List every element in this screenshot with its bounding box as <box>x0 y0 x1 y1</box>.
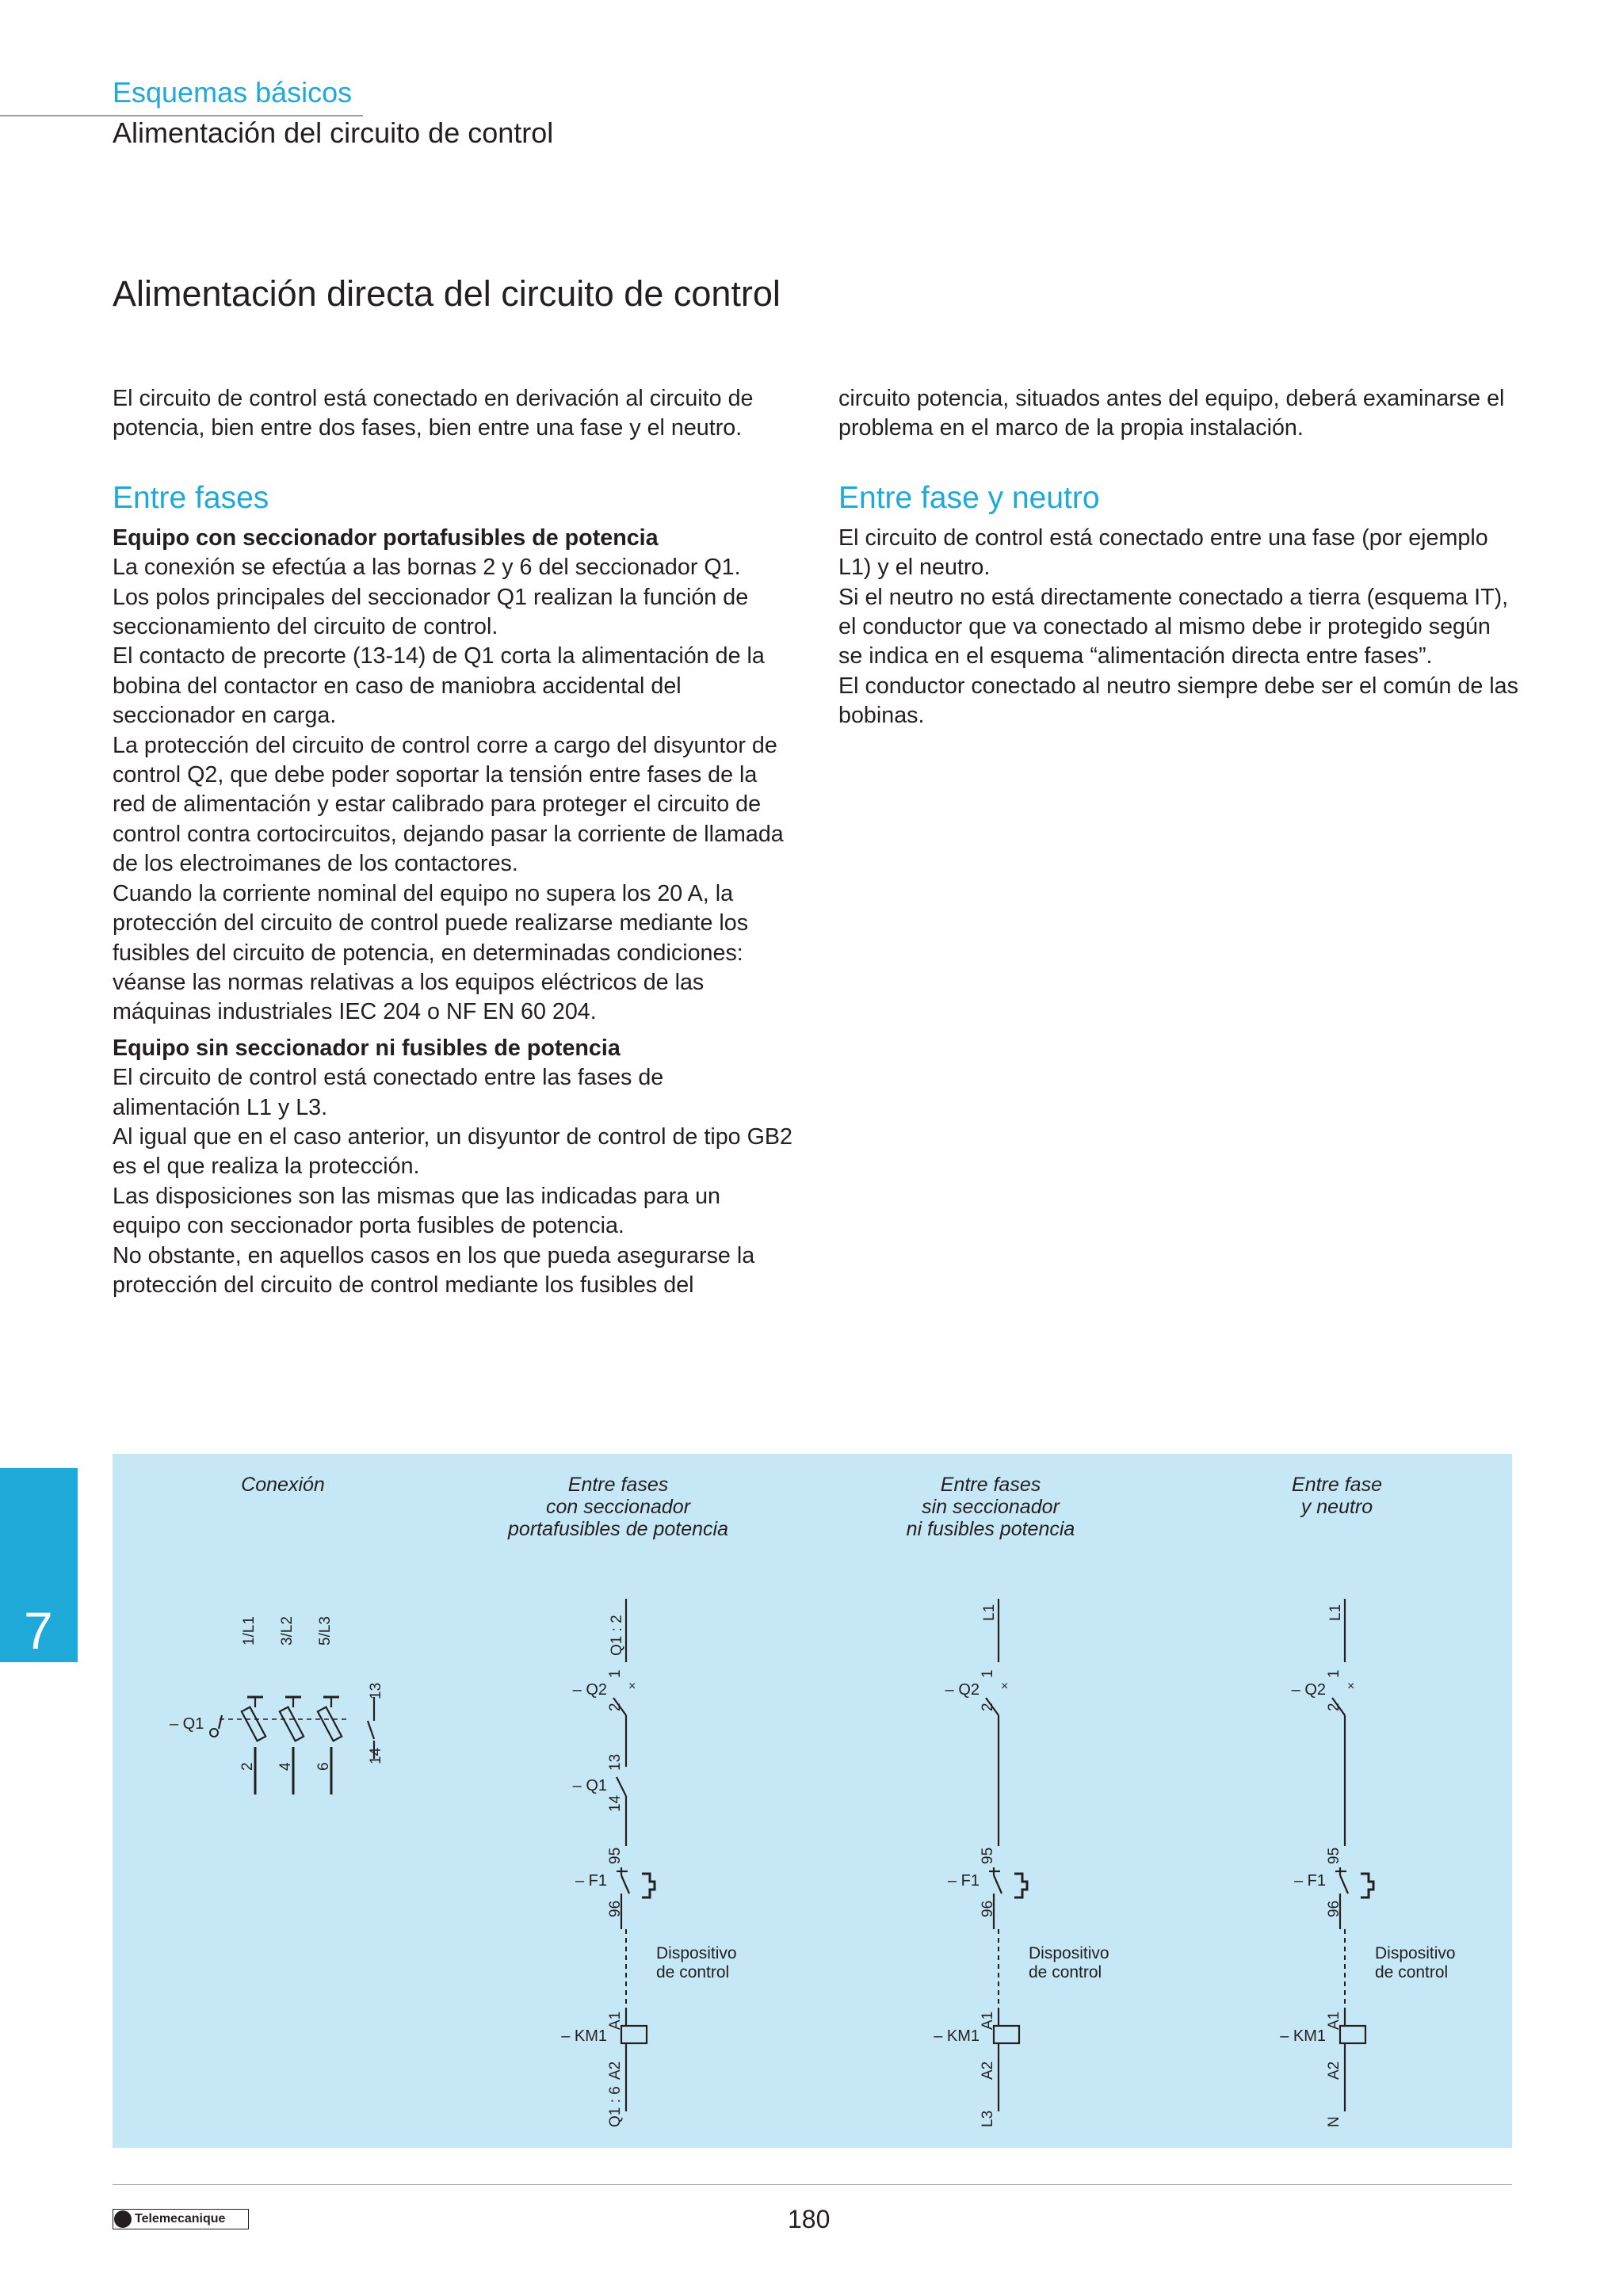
subheading-con-seccionador: Equipo con seccionador portafusibles de potencia <box>113 524 659 551</box>
paragraph: El circuito de control está conectado entre una fase (por ejemplo L1) y el neutro. <box>838 524 1488 581</box>
paragraph: El conductor conectado al neutro siempre debe ser el común de las bobinas. <box>838 673 1518 729</box>
thermal-relay-symbol <box>1014 1874 1027 1897</box>
heading-entre-fase-y-neutro: Entre fase y neutro <box>838 480 1100 515</box>
q2-trip-mark: × <box>628 1680 636 1693</box>
brand-name: Telemecanique <box>135 2212 226 2225</box>
left-column <box>113 384 794 1300</box>
caption-line: Entre fases <box>940 1474 1041 1496</box>
pole-top-label: 3/L2 <box>279 1616 296 1646</box>
f1-label: – F1 <box>1293 1872 1326 1890</box>
caption-line: Conexión <box>241 1474 325 1496</box>
km1-coil <box>621 2026 647 2043</box>
q2-terminal-2: 2 <box>607 1703 624 1711</box>
coil-terminal-a2: A2 <box>980 2061 996 2080</box>
paragraph: El circuito de control está conectado entre las fases de alimentación L1 y L3. <box>113 1065 664 1120</box>
fuse <box>318 1707 342 1741</box>
paragraph: La conexión se efectúa a las bornas 2 y 6 del seccionador Q1. <box>113 555 741 581</box>
q1-terminal-13: 13 <box>607 1753 624 1771</box>
q1-terminal-14: 14 <box>607 1794 624 1812</box>
f1-terminal-95: 95 <box>980 1847 996 1864</box>
control-device-label-1: Dispositivo <box>656 1944 737 1962</box>
actuator-circle <box>210 1729 218 1737</box>
thermal-relay-symbol <box>642 1874 655 1897</box>
km1-label: – KM1 <box>1280 2027 1326 2045</box>
caption-line: ni fusibles potencia <box>906 1518 1075 1540</box>
f1-terminal-95: 95 <box>607 1847 624 1864</box>
q2-terminal-2: 2 <box>1326 1703 1342 1711</box>
wiring-diagram-panel <box>113 1454 1512 2148</box>
coil-terminal-a1: A1 <box>1326 2011 1342 2030</box>
fuse <box>280 1707 304 1741</box>
caption-line: Entre fases <box>567 1474 669 1496</box>
paragraph: Los polos principales del seccionador Q1 realizan la función de seccionamiento del circuito de control. <box>113 584 749 640</box>
column-bottom-label: L3 <box>980 2110 996 2127</box>
q1-aux-label: – Q1 <box>572 1777 607 1794</box>
paragraph-continued: circuito potencia, situados antes del equipo, deberá examinarse el problema en el marco de la propia instalación. <box>838 386 1505 441</box>
column-bottom-label: Q1 : 6 <box>607 2086 624 2127</box>
page-title: Alimentación directa del circuito de control <box>113 273 781 314</box>
page-number: 180 <box>788 2205 831 2233</box>
pole-bottom-label: 2 <box>239 1762 256 1771</box>
control-device-label-1: Dispositivo <box>1029 1944 1109 1962</box>
paragraph: No obstante, en aquellos casos en los que pueda asegurarse la protección del circuito de control mediante los fusibles del <box>113 1242 755 1298</box>
aux-contact <box>368 1721 374 1739</box>
q2-trip-mark: × <box>1001 1680 1009 1693</box>
km1-label: – KM1 <box>934 2027 980 2045</box>
q2-terminal-2: 2 <box>980 1703 996 1711</box>
caption-line: con seccionador <box>545 1496 691 1518</box>
aux-bottom-label: 14 <box>368 1747 384 1764</box>
km1-coil <box>1340 2026 1365 2043</box>
control-column <box>1280 1599 1455 2127</box>
km1-label: – KM1 <box>561 2027 607 2045</box>
control-device-label-2: de control <box>1029 1963 1102 1981</box>
column-top-label: L1 <box>1327 1604 1344 1621</box>
q2-label: – Q2 <box>1291 1681 1326 1699</box>
subheading-sin-seccionador: Equipo sin seccionador ni fusibles de potencia <box>113 1035 621 1061</box>
q2-terminal-1: 1 <box>607 1669 624 1678</box>
coil-terminal-a1: A1 <box>980 2011 996 2030</box>
column-top-label: L1 <box>981 1604 998 1621</box>
section-title: Esquemas básicos <box>113 76 353 109</box>
f1-label: – F1 <box>575 1872 607 1890</box>
caption-line: Entre fase <box>1292 1474 1382 1496</box>
actuator-stem <box>219 1715 222 1729</box>
f1-contact <box>621 1875 629 1894</box>
wiring-diagram <box>113 1454 1512 2148</box>
f1-terminal-96: 96 <box>980 1900 996 1917</box>
q2-terminal-1: 1 <box>980 1669 996 1678</box>
caption-line: sin seccionador <box>922 1496 1060 1518</box>
brand-logo <box>113 2209 249 2229</box>
aux-top-label: 13 <box>368 1682 384 1699</box>
q1-aux-contact <box>617 1777 626 1796</box>
column-bottom-label: N <box>1326 2116 1342 2127</box>
control-column <box>934 1599 1109 2127</box>
f1-terminal-95: 95 <box>1326 1847 1342 1864</box>
km1-coil <box>994 2026 1019 2043</box>
q2-label: – Q2 <box>945 1681 980 1699</box>
intro-paragraph: El circuito de control está conectado en derivación al circuito de potencia, bien entre dos fases, bien entre una fase y el neutro. <box>113 386 754 441</box>
coil-terminal-a1: A1 <box>607 2011 624 2030</box>
f1-terminal-96: 96 <box>607 1900 624 1917</box>
control-device-label-2: de control <box>656 1963 730 1981</box>
pole-top-label: 1/L1 <box>241 1616 258 1646</box>
column-top-label: Q1 : 2 <box>609 1615 625 1656</box>
caption-line: portafusibles de potencia <box>508 1518 728 1540</box>
pole-bottom-label: 4 <box>277 1762 294 1771</box>
footer-rule <box>113 2184 1512 2185</box>
subsection-title: Alimentación del circuito de control <box>113 116 554 149</box>
f1-contact <box>994 1875 1002 1894</box>
q2-label: – Q2 <box>572 1681 607 1699</box>
f1-terminal-96: 96 <box>1326 1900 1342 1917</box>
paragraph: Cuando la corriente nominal del equipo no supera los 20 A, la protección del circuito de control puede realizarse mediante los fusibles del circuito de potencia, en determinadas condiciones: véanse las normas relativas a los equipos eléctricos de las máquinas industriales IEC 204 o NF EN 60 204. <box>113 880 749 1025</box>
q1-label: – Q1 <box>170 1715 204 1733</box>
thermal-relay-symbol <box>1361 1874 1373 1897</box>
caption-line: y neutro <box>1300 1496 1373 1518</box>
control-device-label-2: de control <box>1375 1963 1449 1981</box>
paragraph: El contacto de precorte (13-14) de Q1 corta la alimentación de la bobina del contactor en caso de maniobra accidental del seccionador en carga. <box>113 643 765 729</box>
coil-terminal-a2: A2 <box>607 2061 624 2080</box>
paragraph: Al igual que en el caso anterior, un disyuntor de control de tipo GB2 es el que realiza la protección. <box>113 1123 792 1180</box>
q2-terminal-1: 1 <box>1326 1669 1342 1678</box>
pole-top-label: 5/L3 <box>317 1616 334 1646</box>
right-column <box>838 384 1520 731</box>
f1-contact <box>1340 1875 1348 1894</box>
heading-entre-fases: Entre fases <box>113 480 269 515</box>
pole-bottom-label: 6 <box>315 1762 332 1771</box>
paragraph: La protección del circuito de control corre a cargo del disyuntor de control Q2, que debe poder soportar la tensión entre fases de la red de alimentación y estar calibrado para proteger el circuito de control contra cortocircuitos, dejando pasar la corriente de llamada de los electroimanes de los contactores. <box>113 732 784 877</box>
paragraph: Si el neutro no está directamente conectado a tierra (esquema IT), el conductor que va conectado al mismo debe ir protegido según se indica en el esquema “alimentación directa entre fases”. <box>838 584 1509 669</box>
f1-label: – F1 <box>947 1872 980 1890</box>
fuse <box>242 1707 265 1741</box>
chapter-number: 7 <box>24 1601 53 1660</box>
brand-mark-icon <box>114 2210 132 2228</box>
paragraph: Las disposiciones son las mismas que las indicadas para un equipo con seccionador porta fusibles de potencia. <box>113 1183 721 1239</box>
control-column <box>561 1599 736 2127</box>
coil-terminal-a2: A2 <box>1326 2061 1342 2080</box>
q2-trip-mark: × <box>1347 1680 1355 1693</box>
control-device-label-1: Dispositivo <box>1375 1944 1456 1962</box>
